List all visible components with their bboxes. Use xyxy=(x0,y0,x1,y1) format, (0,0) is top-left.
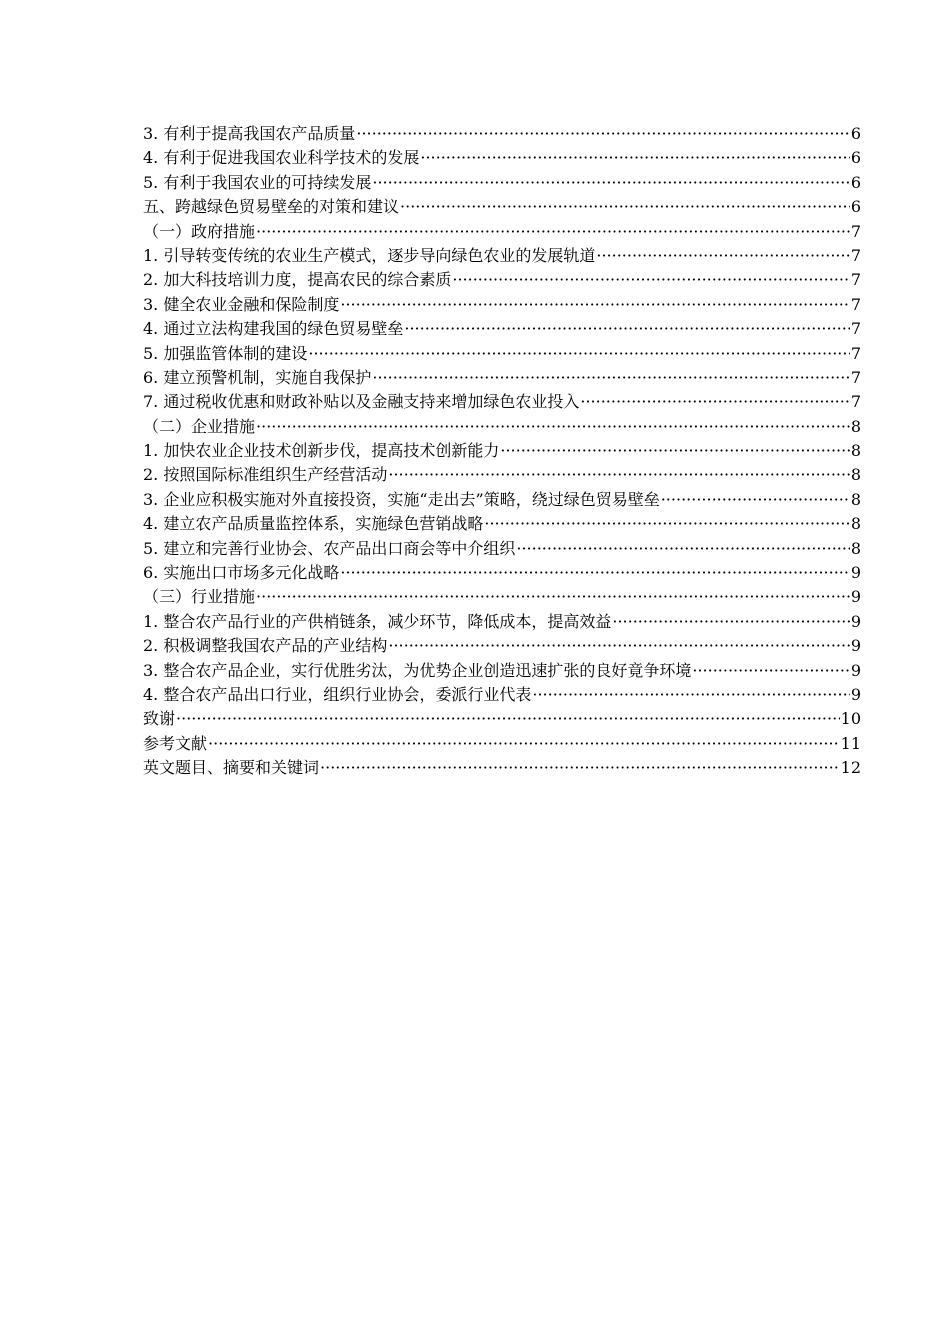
toc-entry-title: 4. 有利于促进我国农业科学技术的发展 xyxy=(143,148,420,168)
toc-entry[interactable] xyxy=(143,561,861,585)
toc-leader-dots xyxy=(388,463,849,487)
toc-entry-page: 6 xyxy=(850,197,861,217)
toc-entry-page: 7 xyxy=(850,319,861,339)
toc-entry[interactable] xyxy=(143,439,861,463)
toc-entry[interactable] xyxy=(143,537,861,561)
toc-entry[interactable] xyxy=(143,683,861,707)
toc-leader-dots xyxy=(452,268,849,292)
toc-entry-title: （二）企业措施 xyxy=(143,416,256,436)
toc-entry-title: 3. 健全农业金融和保险制度 xyxy=(143,294,340,314)
toc-leader-dots xyxy=(308,342,849,366)
toc-leader-dots xyxy=(372,366,849,390)
toc-leader-dots xyxy=(320,756,840,780)
toc-entry[interactable] xyxy=(143,366,861,390)
toc-entry-title: 3. 整合农产品企业，实行优胜劣汰，为优势企业创造迅速扩张的良好竟争环境 xyxy=(143,660,692,680)
toc-leader-dots xyxy=(388,634,849,658)
toc-entry-title: 4. 通过立法构建我国的绿色贸易壁垒 xyxy=(143,319,404,339)
table-of-contents xyxy=(143,122,861,781)
toc-entry-title: 五、跨越绿色贸易壁垒的对策和建议 xyxy=(143,197,400,217)
toc-entry-page: 9 xyxy=(850,660,861,680)
toc-entry-title: 4. 建立农产品质量监控体系，实施绿色营销战略 xyxy=(143,514,484,534)
toc-entry-title: 1. 整合农产品行业的产供梢链条，减少环节，降低成本，提高效益 xyxy=(143,611,612,631)
toc-entry-page: 11 xyxy=(840,733,861,753)
toc-entry-title: 5. 建立和完善行业协会、农产品出口商会等中介组织 xyxy=(143,538,516,558)
toc-entry[interactable] xyxy=(143,707,861,731)
toc-entry-page: 6 xyxy=(850,148,861,168)
toc-entry[interactable] xyxy=(143,244,861,268)
toc-entry-title: 英文题目、摘要和关键词 xyxy=(143,758,320,778)
toc-entry[interactable] xyxy=(143,293,861,317)
toc-entry[interactable] xyxy=(143,415,861,439)
toc-entry-title: 参考文献 xyxy=(143,733,208,753)
toc-leader-dots xyxy=(404,317,849,341)
toc-leader-dots xyxy=(400,195,850,219)
toc-entry-title: （一）政府措施 xyxy=(143,221,256,241)
toc-entry-page: 8 xyxy=(850,416,861,436)
toc-leader-dots xyxy=(256,415,850,439)
toc-entry-title: 致谢 xyxy=(143,709,176,729)
toc-leader-dots xyxy=(420,146,849,170)
toc-entry-title: 4. 整合农产品出口行业，组织行业协会，委派行业代表 xyxy=(143,684,532,704)
toc-entry[interactable] xyxy=(143,171,861,195)
toc-entry[interactable] xyxy=(143,146,861,170)
toc-entry-title: 2. 按照国际标准组织生产经营活动 xyxy=(143,465,388,485)
toc-entry[interactable] xyxy=(143,122,861,146)
toc-entry-title: 5. 有利于我国农业的可持续发展 xyxy=(143,172,372,192)
toc-entry[interactable] xyxy=(143,756,861,780)
toc-entry-page: 9 xyxy=(850,563,861,583)
toc-entry[interactable] xyxy=(143,610,861,634)
toc-entry-page: 10 xyxy=(840,709,861,729)
toc-entry-title: （三）行业措施 xyxy=(143,587,256,607)
toc-entry-title: 5. 加强监管体制的建设 xyxy=(143,343,308,363)
toc-entry[interactable] xyxy=(143,512,861,536)
toc-entry-page: 7 xyxy=(850,245,861,265)
toc-entry-page: 6 xyxy=(850,172,861,192)
toc-leader-dots xyxy=(612,610,849,634)
toc-entry[interactable] xyxy=(143,732,861,756)
toc-entry[interactable] xyxy=(143,488,861,512)
toc-entry-page: 9 xyxy=(850,587,861,607)
toc-entry-page: 12 xyxy=(840,758,861,778)
toc-entry-page: 8 xyxy=(850,489,861,509)
toc-entry[interactable] xyxy=(143,342,861,366)
toc-entry-page: 6 xyxy=(850,124,861,143)
toc-leader-dots xyxy=(256,220,850,244)
toc-entry-page: 8 xyxy=(850,514,861,534)
toc-leader-dots xyxy=(596,244,849,268)
toc-leader-dots xyxy=(176,707,840,731)
toc-entry-page: 8 xyxy=(850,538,861,558)
toc-leader-dots xyxy=(692,659,849,683)
toc-entry-title: 6. 实施出口市场多元化战略 xyxy=(143,563,340,583)
toc-entry-page: 7 xyxy=(850,270,861,290)
toc-entry-title: 3. 有利于提高我国农产品质量 xyxy=(143,124,356,143)
toc-entry-page: 7 xyxy=(850,367,861,387)
toc-entry-title: 1. 引导转变传统的农业生产模式，逐步导向绿色农业的发展轨道 xyxy=(143,245,596,265)
toc-entry[interactable] xyxy=(143,659,861,683)
toc-entry[interactable] xyxy=(143,220,861,244)
toc-leader-dots xyxy=(500,439,849,463)
toc-entry[interactable] xyxy=(143,268,861,292)
toc-entry-title: 3. 企业应积极实施对外直接投资，实施“走出去”策略，绕过绿色贸易壁垒 xyxy=(143,489,660,509)
toc-entry-title: 1. 加快农业企业技术创新步伐，提高技术创新能力 xyxy=(143,441,500,461)
toc-leader-dots xyxy=(356,122,849,146)
toc-entry-title: 2. 积极调整我国农产品的产业结构 xyxy=(143,636,388,656)
toc-entry[interactable] xyxy=(143,390,861,414)
toc-leader-dots xyxy=(516,537,849,561)
toc-entry[interactable] xyxy=(143,463,861,487)
toc-leader-dots xyxy=(484,512,849,536)
toc-leader-dots xyxy=(208,732,840,756)
toc-leader-dots xyxy=(532,683,849,707)
toc-entry[interactable] xyxy=(143,634,861,658)
toc-entry-page: 8 xyxy=(850,465,861,485)
toc-leader-dots xyxy=(580,390,849,414)
toc-entry[interactable] xyxy=(143,585,861,609)
toc-entry-page: 7 xyxy=(850,343,861,363)
toc-entry-page: 9 xyxy=(850,684,861,704)
toc-entry-page: 9 xyxy=(850,611,861,631)
toc-entry-title: 2. 加大科技培训力度，提高农民的综合素质 xyxy=(143,270,452,290)
toc-entry-page: 7 xyxy=(850,221,861,241)
toc-entry-title: 7. 通过税收优惠和财政补贴以及金融支持来增加绿色农业投入 xyxy=(143,392,580,412)
toc-entry[interactable] xyxy=(143,317,861,341)
toc-entry-page: 7 xyxy=(850,294,861,314)
toc-leader-dots xyxy=(340,293,849,317)
toc-leader-dots xyxy=(661,488,850,512)
toc-leader-dots xyxy=(256,585,850,609)
toc-entry-page: 8 xyxy=(850,441,861,461)
toc-entry[interactable] xyxy=(143,195,861,219)
toc-entry-page: 7 xyxy=(850,392,861,412)
toc-leader-dots xyxy=(340,561,849,585)
toc-entry-page: 9 xyxy=(850,636,861,656)
toc-leader-dots xyxy=(372,171,849,195)
toc-entry-title: 6. 建立预警机制，实施自我保护 xyxy=(143,367,372,387)
